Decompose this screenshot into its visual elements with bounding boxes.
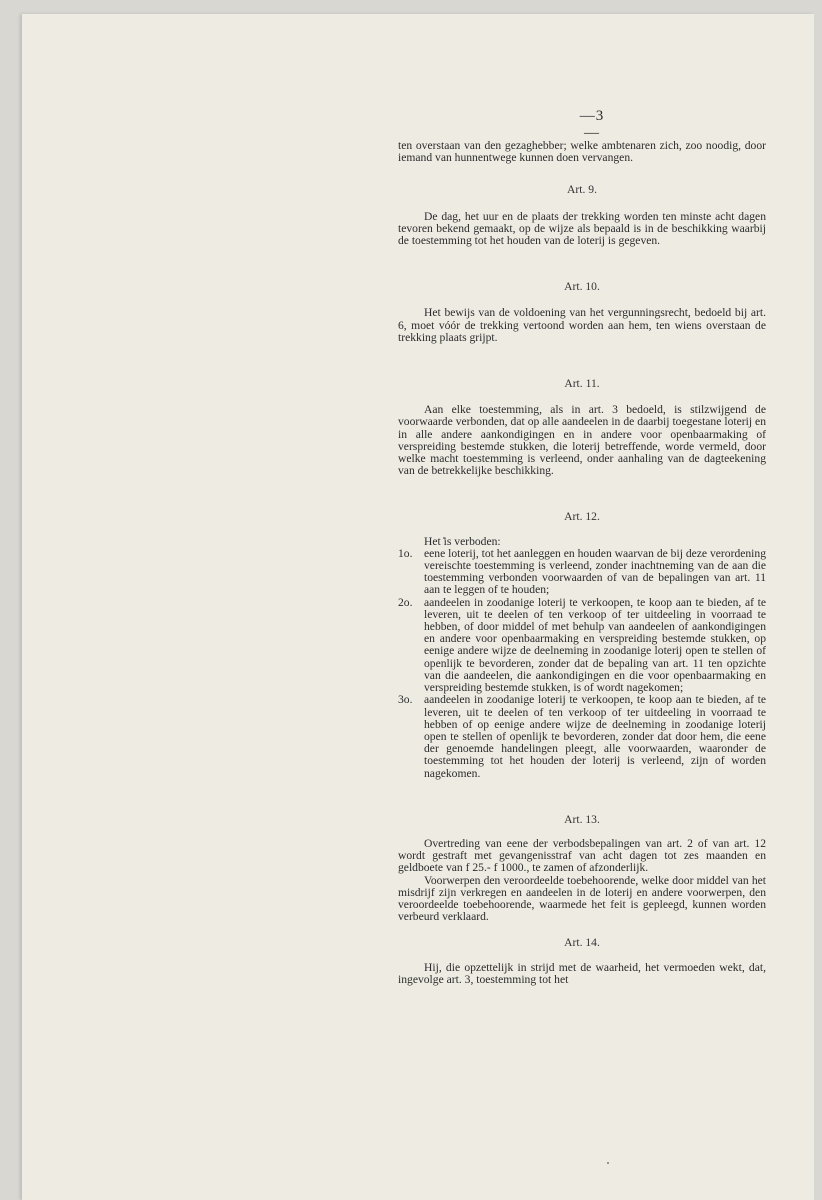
article-10-heading: Art. 10. xyxy=(564,280,600,294)
article-11-text: Aan elke toestemming, als in art. 3 bedoeld, is stilzwijgend de voorwaarde verbonden, dat op alle aandeelen in de daarbij toegestane loterij en in alle andere aankondigingen en in andere voor openbaarmaking of verspreiding bestemde stukken, die loterij betreffende, worde vermeld, door welke macht toestemming is verleend, onder aanhaling van de dagteekening van de betrekkelijke beschikking. xyxy=(398,403,766,478)
article-14-heading: Art. 14. xyxy=(564,936,600,950)
article-12-heading: Art. 12. xyxy=(564,510,600,524)
list-item-text: aandeelen in zoodanige loterij te verkoopen, te koop aan te bieden, af te leveren, uit te deelen of ten verkoop of ter uitdeeling in voorraad te hebben, of door middel of met behulp van aandeelen of aankondigingen en andere voor openbaarmaking en verspreiding bestemde stukken, op eenige andere wijze de deelneming in zoodanige loterij open te stellen of openlijk te bevorderen, zonder dat de bepaling van art. 11 ten opzichte van die aandeelen, die aankondigingen en die voor openbaarmaking en verspreiding bestemde stukken, is of wordt nagekomen; xyxy=(424,595,766,695)
article-13-paragraph-2: Voorwerpen den veroordeelde toebehoorende, welke door middel van het misdrijf zijn verkregen en aandeelen in de loterij en andere voorwerpen, den veroordeelde toebehoorende, waarmede het feit is gepleegd, kunnen worden verbeurd verklaard. xyxy=(398,873,766,924)
paper-speck xyxy=(607,1162,609,1164)
list-item-number: 2o. xyxy=(398,595,413,609)
list-item-number: 1o. xyxy=(398,546,413,560)
list-item xyxy=(398,694,766,779)
article-11-heading: Art. 11. xyxy=(564,377,600,391)
article-9-text: De dag, het uur en de plaats der trekking worden ten minste acht dagen tevoren bekend gemaakt, op de wijze als bepaald is in de beschikking waarbij de toestemming tot het houden van de loterij is gegeven. xyxy=(398,209,766,248)
article-9-heading: Art. 9. xyxy=(567,183,597,197)
list-item xyxy=(398,548,766,597)
list-item-number: 3o. xyxy=(398,693,413,707)
intro-paragraph: ten overstaan van den gezaghebber; welke ambtenaren zich, zoo noodig, door iemand van hunnentwege kunnen doen vervangen. xyxy=(398,139,766,165)
article-13-heading: Art. 13. xyxy=(564,812,600,826)
list-item-text: eene loterij, tot het aanleggen en houden waarvan de bij deze verordening vereischte toestemming is verleend, zonder inachtneming van de aan die toestemming verbonden voorwaarden of van de bepalingen van art. 11 aan te leggen of te houden; xyxy=(424,546,766,597)
article-10-text: Het bewijs van de voldoening van het vergunningsrecht, bedoeld bij art. 6, moet vóór de trekking vertoond worden aan hem, ten wiens overstaan de trekking plaats grijpt. xyxy=(398,306,766,344)
article-14-text: Hij, die opzettelijk in strijd met de waarheid, het vermoeden wekt, dat, ingevolge art. 3, toestemming tot het xyxy=(398,960,766,986)
article-13-paragraph-1: Overtreding van eene der verbodsbepalingen van art. 2 of van art. 12 wordt gestraft met gevangenisstraf van acht dagen tot zes maanden en geldboete van f 25.- f 1000., te zamen of afzonderlijk. xyxy=(398,836,766,875)
list-item xyxy=(398,597,766,695)
document-body xyxy=(398,140,766,986)
article-12-list xyxy=(398,548,766,780)
article-12-intro: Het is verboden: xyxy=(424,534,501,548)
page-number: —3— xyxy=(579,108,605,141)
list-item-text: aandeelen in zoodanige loterij te verkoopen, te koop aan te bieden, af te leveren, uit te deelen of ten verkoop of ter uitdeeling in voorraad te hebben of op eenige andere wijze de deelneming in zoodanige loterij open te stellen of openlijk te bevorderen, zonder dat door hem, die eene der genoemde handelingen pleegt, alle voorwaarden, waaronder de toestemming tot het houden der loterij is verleend, zijn of worden nagekomen. xyxy=(424,693,766,780)
